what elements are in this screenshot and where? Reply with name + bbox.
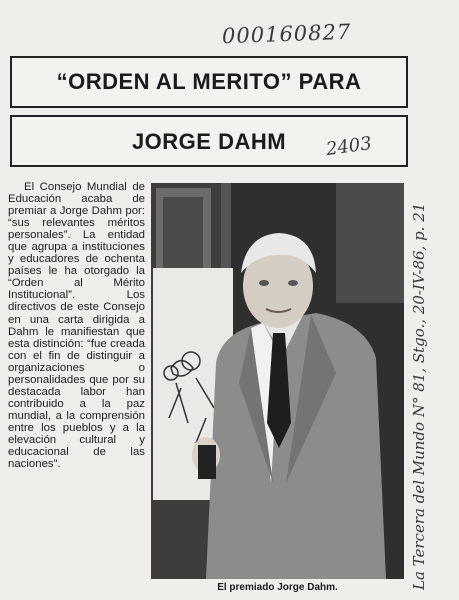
article-paragraph: El Consejo Mundial de Educación acaba de premiar a Jorge Dahm por: “sus relevantes méritos personales”. La entidad que agrupa a instituciones y educadores de ochenta países le ha otorgado la “Orden al Mérito Institucional”. Los directivos de este Consejo en una carta dirigida a Dahm le manifiestan que esta distinción: “fue creada con el fin de distinguir a organizaciones o personalidades que por su destacada labor han contribuido a la paz mundial, a la comprensión entre los pueblos y a la elevación cultural y educacional de las naciones”. — [8, 181, 145, 471]
handwritten-source-note: La Tercera del Mundo N° 81, Stgo., 20-IV-86, p. 21 — [410, 202, 428, 590]
article-body — [8, 181, 145, 470]
photo-caption: El premiado Jorge Dahm. — [217, 582, 338, 593]
portrait-photo-illustration — [151, 183, 404, 579]
archive-number: 000160827 — [221, 19, 352, 49]
handwritten-page-number: 2403 — [324, 132, 374, 161]
headline-line-1: “ORDEN AL MERITO” PARA — [10, 56, 408, 108]
photo — [151, 183, 404, 579]
headline-line-2: JORGE DAHM — [10, 115, 408, 167]
